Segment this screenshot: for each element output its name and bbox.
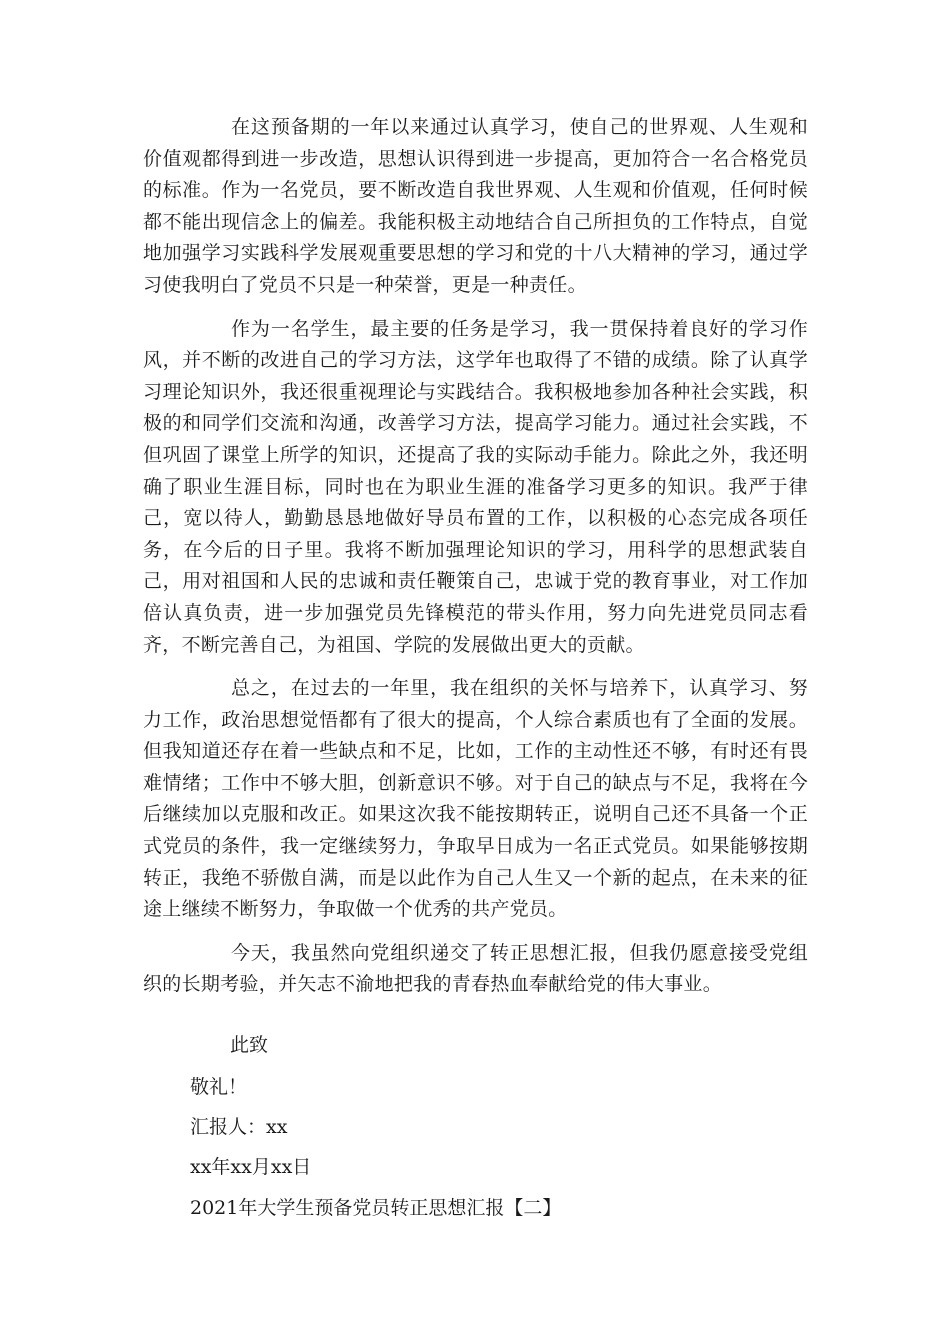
date-line: xx年xx月xx日 (190, 1156, 312, 1178)
paragraph-1: 在这预备期的一年以来通过认真学习，使自己的世界观、人生观和价值观都得到进一步改造，思想认识得到进一步提高，更加符合一名合格党员的标准。作为一名党员，要不断改造自我世界观、人生观和价值观，任何时候都不能出现信念上的偏差。我能积极主动地结合自己所担负的工作特点，自觉地加强学习实践科学发展观重要思想的学习和党的十八大精神的学习，通过学习使我明白了党员不只是一种荣誉，更是一种责任。 (143, 116, 808, 296)
reporter-line: 汇报人：xx (190, 1116, 288, 1138)
next-section-title: 2021年大学生预备党员转正思想汇报【二】 (190, 1197, 562, 1219)
document-body (143, 112, 808, 1013)
greeting: 敬礼！ (190, 1076, 248, 1098)
paragraph-2: 作为一名学生，最主要的任务是学习，我一贯保持着良好的学习作风，并不断的改进自己的学习方法，这学年也取得了不错的成绩。除了认真学习理论知识外，我还很重视理论与实践结合。我积极地参加各种社会实践，积极的和同学们交流和沟通，改善学习方法，提高学习能力。通过社会实践，不但巩固了课堂上所学的知识，还提高了我的实际动手能力。除此之外，我还明确了职业生涯目标，同时也在为职业生涯的准备学习更多的知识。我严于律己，宽以待人，勤勤恳恳地做好导员布置的工作，以积极的心态完成各项任务，在今后的日子里。我将不断加强理论知识的学习，用科学的思想武装自己，用对祖国和人民的忠诚和责任鞭策自己，忠诚于党的教育事业，对工作加倍认真负责，进一步加强党员先锋模范的带头作用，努力向先进党员同志看齐，不断完善自己，为祖国、学院的发展做出更大的贡献。 (143, 317, 808, 656)
salutation: 此致 (230, 1034, 269, 1056)
paragraph-3: 总之，在过去的一年里，我在组织的关怀与培养下，认真学习、努力工作，政治思想觉悟都有了很大的提高，个人综合素质也有了全面的发展。但我知道还存在着一些缺点和不足，比如，工作的主动性还不够，有时还有畏难情绪；工作中不够大胆，创新意识不够。对于自己的缺点与不足，我将在今后继续加以克服和改正。如果这次我不能按期转正，说明自己还不具备一个正式党员的条件，我一定继续努力，争取早日成为一名正式党员。如果能够按期转正，我绝不骄傲自满，而是以此作为自己人生又一个新的起点，在未来的征途上继续不断努力，争取做一个优秀的共产党员。 (143, 677, 808, 921)
paragraph-4: 今天，我虽然向党组织递交了转正思想汇报，但我仍愿意接受党组织的长期考验，并矢志不渝地把我的青春热血奉献给党的伟大事业。 (143, 941, 808, 996)
